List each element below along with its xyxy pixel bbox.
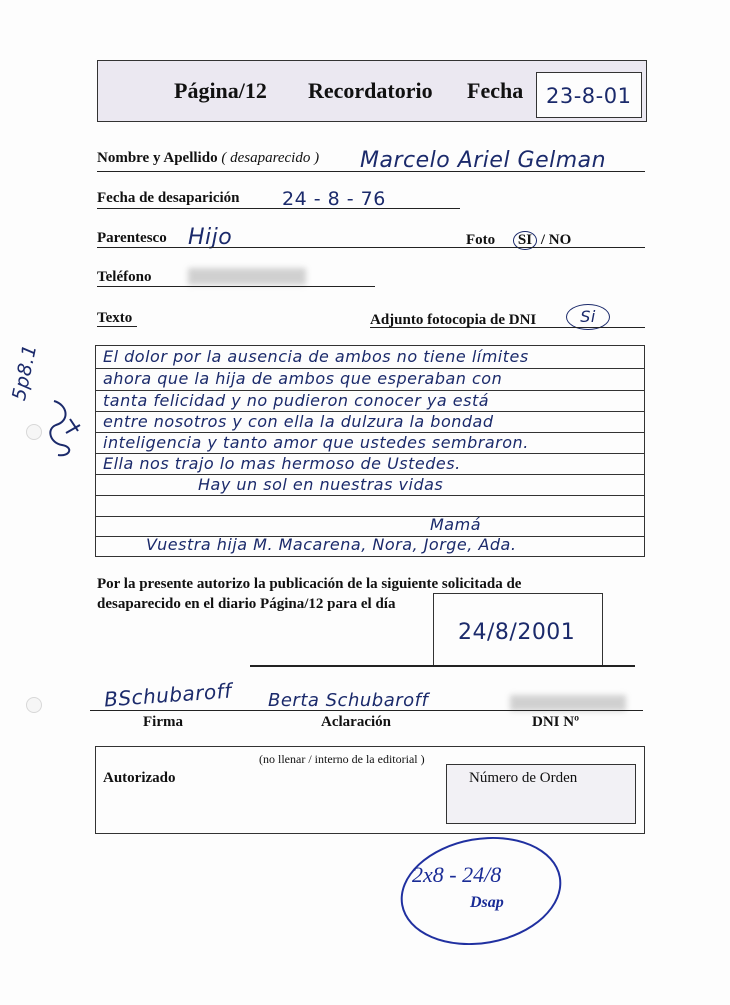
aclaracion-label: Aclaración <box>321 714 391 730</box>
dni-label: DNI Nº <box>532 714 580 730</box>
form-title: Recordatorio <box>308 78 433 103</box>
message-line: Hay un sol en nuestras vidas <box>198 475 444 494</box>
fecha-desaparicion-label: Fecha de desaparición <box>97 190 240 206</box>
nombre-sublabel: ( desaparecido ) <box>221 150 320 166</box>
authorization-text-line1: Por la presente autorizo la publicación de la siguiente solicitada de <box>97 576 522 592</box>
nombre-value: Marcelo Ariel Gelman <box>360 148 607 173</box>
nombre-underline <box>97 171 645 172</box>
parentesco-value: Hijo <box>188 225 233 250</box>
aclaracion-value: Berta Schubaroff <box>268 690 429 711</box>
message-line: Mamá <box>430 515 481 534</box>
authorization-text-line2: desaparecido en el diario Página/12 para el día <box>97 596 396 612</box>
firma-signature: BSchubaroff <box>103 678 233 712</box>
autorizado-label: Autorizado <box>103 770 176 786</box>
stamp-subtext: Dsap <box>470 894 504 911</box>
punch-hole-bottom <box>26 697 42 713</box>
fecha-desaparicion-value: 24 - 8 - 76 <box>282 188 386 210</box>
texto-label: Texto <box>97 310 133 326</box>
dni-copy-value: Si <box>566 304 610 330</box>
telefono-label: Teléfono <box>97 269 152 285</box>
dni-redacted <box>510 695 626 711</box>
parentesco-label: Parentesco <box>97 230 167 246</box>
stamp-circle <box>392 825 570 958</box>
fecha-value: 23-8-01 <box>546 84 632 108</box>
telefono-redacted <box>188 268 306 285</box>
dni-copy-label: Adjunto fotocopia de DNI <box>370 312 537 328</box>
publication-date-value: 24/8/2001 <box>458 620 576 645</box>
message-line: inteligencia y tanto amor que ustedes sembraron. <box>103 433 529 452</box>
message-line: El dolor por la ausencia de ambos no tiene límites <box>103 347 529 366</box>
foto-si-option: SI <box>513 231 537 250</box>
margin-scribble-icon <box>40 395 84 461</box>
foto-separator: / <box>540 232 546 248</box>
signature-line <box>90 710 643 711</box>
message-line: entre nosotros y con ella la dulzura la bondad <box>103 412 494 431</box>
nombre-label: Nombre y Apellido ( desaparecido ) <box>97 150 320 166</box>
message-line: Ella nos trajo lo mas hermoso de Ustedes. <box>103 454 461 473</box>
dni-underline <box>370 327 645 328</box>
parentesco-underline <box>97 247 645 248</box>
message-line: ahora que la hija de ambos que esperaban con <box>103 369 503 388</box>
numero-orden-label: Número de Orden <box>469 770 578 786</box>
stamp-text: 2x8 - 24/8 <box>412 862 502 887</box>
foto-label: Foto SI / NO <box>466 232 572 248</box>
margin-note: 5p8.1 <box>8 342 42 403</box>
foto-no-option: NO <box>548 232 572 248</box>
fecha-desaparicion-underline <box>97 208 460 209</box>
message-line: Vuestra hija M. Macarena, Nora, Jorge, Ada. <box>146 535 517 554</box>
editorial-note: (no llenar / interno de la editorial ) <box>259 752 425 766</box>
texto-underline <box>97 326 137 327</box>
firma-label: Firma <box>143 714 183 730</box>
fecha-label: Fecha <box>467 78 524 103</box>
message-line: tanta felicidad y no pudieron conocer ya está <box>103 391 490 410</box>
publication-title: Página/12 <box>174 78 267 103</box>
telefono-underline <box>97 286 375 287</box>
authorization-line <box>250 665 635 667</box>
